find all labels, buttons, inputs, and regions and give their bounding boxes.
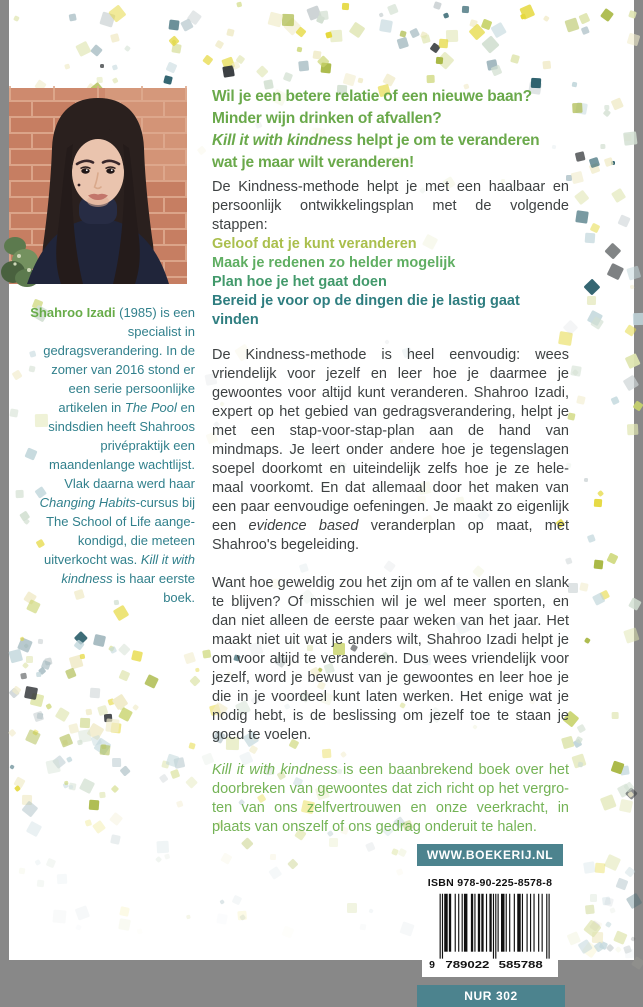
footer — [212, 844, 569, 1007]
confetti-square — [627, 33, 641, 47]
confetti-square — [630, 284, 635, 289]
confetti-square — [387, 4, 399, 16]
confetti-square — [299, 60, 310, 71]
confetti-square — [587, 295, 596, 304]
confetti-square — [119, 765, 131, 777]
confetti-square — [610, 97, 624, 111]
nur-badge: NUR 302 — [417, 985, 565, 1007]
confetti-square — [188, 743, 196, 751]
confetti-square — [490, 65, 502, 77]
confetti-square — [155, 856, 162, 863]
confetti-square — [112, 78, 118, 84]
confetti-square — [379, 19, 393, 33]
confetti-square — [163, 75, 173, 85]
confetti-square — [227, 29, 235, 37]
confetti-square — [144, 674, 159, 689]
step-line: Bereid je voor op de dingen die je lastig gaat vinden — [212, 293, 520, 328]
confetti-square — [632, 401, 643, 412]
confetti-square — [607, 552, 619, 564]
confetti-square — [584, 904, 594, 914]
confetti-square — [609, 907, 616, 914]
confetti-square — [595, 863, 606, 874]
confetti-square — [590, 894, 598, 902]
change-paragraph: Want hoe geweldig zou het zijn om af te vallen en slank te blijven? Of misschien wil je wel meer sporten, en dan niet alleen de eerste paar weken van het jaar. Het maakt niet uit wat je anders wilt, Shahroo Izadi helpt je om voor altijd te veranderen. Dus wees vriendelijk voor jezelf, word je bewust van je gewoontes en leer hoe je die in je voordeel kunt laten werken. Het enige wat je nodig hebt, is de beslissing om jezelf toe te staan je goed te voelen. — [212, 575, 569, 743]
confetti-square — [35, 672, 41, 678]
confetti-square — [439, 39, 449, 49]
confetti-square — [9, 764, 15, 770]
publisher-website-badge: WWW.BOEKERIJ.NL — [417, 844, 563, 866]
confetti-square — [64, 667, 76, 679]
confetti-square — [624, 866, 635, 877]
confetti-square — [256, 65, 268, 77]
confetti-square — [170, 769, 180, 779]
confetti-square — [379, 12, 385, 18]
confetti-square — [583, 861, 595, 873]
confetti-square — [80, 718, 91, 729]
isbn-barcode — [422, 875, 558, 977]
confetti-square — [606, 944, 615, 953]
confetti-square — [105, 718, 119, 732]
confetti-square — [600, 144, 606, 150]
confetti-square — [491, 22, 507, 38]
confetti-square — [53, 910, 67, 924]
confetti-square — [282, 14, 294, 26]
isbn-label: ISBN 978-90-225-8578-8 — [427, 877, 553, 889]
confetti-square — [594, 560, 604, 570]
confetti-square — [283, 72, 293, 82]
confetti-square — [604, 105, 609, 110]
confetti-square — [90, 44, 103, 57]
confetti-square — [604, 854, 621, 871]
confetti-square — [78, 729, 92, 743]
confetti-square — [421, 34, 431, 44]
confetti-square — [358, 78, 364, 84]
confetti-square — [76, 924, 83, 931]
confetti-square — [237, 2, 243, 8]
confetti-square — [565, 18, 580, 33]
confetti-square — [165, 853, 171, 859]
confetti-square — [112, 65, 119, 72]
confetti-square — [112, 758, 121, 767]
confetti-square — [9, 649, 23, 663]
headline-line: Wil je een betere relatie of een nieuwe baan? — [212, 88, 532, 105]
author-bio-text: Shahroo Izadi (1985) is een specialist in gedragsverandering. In de zomer van 2016 stond er een serie persoonlijke artikelen in The Pool en sindsdien heeft Shahroos privépraktijk een maandenlange wachtlijst. Vlak daarna werd haar Changing Habits-cursus bij The School of Life aangekondigd, die meteen uitverkocht was. Kill it with kindness is haar eerste boek. — [30, 305, 195, 605]
confetti-square — [20, 673, 27, 680]
confetti-square — [481, 36, 499, 54]
confetti-square — [626, 893, 643, 910]
confetti-square — [427, 75, 435, 83]
confetti-square — [119, 669, 130, 680]
confetti-square — [13, 15, 19, 21]
book-back-cover — [9, 0, 634, 1003]
confetti-square — [33, 710, 44, 721]
confetti-square — [443, 13, 449, 19]
confetti-square — [611, 188, 626, 203]
confetti-square — [92, 820, 106, 834]
confetti-square — [19, 867, 26, 874]
confetti-square — [584, 478, 588, 482]
confetti-square — [312, 50, 321, 59]
confetti-square — [8, 729, 17, 738]
confetti-square — [585, 233, 595, 243]
step-line: Maak je redenen zo helder mogelijk — [212, 255, 456, 271]
confetti-square — [119, 906, 130, 917]
confetti-square — [587, 534, 596, 543]
confetti-square — [59, 734, 73, 748]
confetti-square — [611, 396, 620, 405]
confetti-square — [600, 795, 616, 811]
confetti-square — [605, 242, 622, 259]
confetti-square — [137, 928, 144, 935]
confetti-square — [268, 12, 283, 27]
confetti-square — [111, 785, 119, 793]
confetti-square — [10, 409, 19, 418]
confetti-square — [628, 10, 637, 19]
confetti-square — [571, 171, 584, 184]
confetti-square — [626, 353, 641, 368]
confetti-square — [397, 37, 409, 49]
confetti-square — [583, 279, 600, 296]
confetti-square — [462, 6, 469, 13]
confetti-square — [576, 151, 586, 161]
step-line: Geloof dat je kunt veranderen — [212, 236, 417, 252]
confetti-square — [612, 712, 619, 719]
headline — [212, 86, 569, 174]
confetti-square — [543, 15, 549, 21]
confetti-square — [190, 675, 201, 686]
headline-line: Kill it with kindness helpt je om te veranderen — [212, 132, 540, 149]
intro-paragraph: De Kindness-methode helpt je met een haalbaar en persoonlijk ontwikkelingsplan met de volgende stappen: — [212, 179, 569, 233]
author-portrait-illustration — [9, 88, 187, 284]
confetti-square — [26, 656, 33, 663]
barcode-digits: 789022 — [445, 959, 490, 971]
confetti-square — [124, 45, 131, 52]
confetti-square — [196, 146, 206, 156]
confetti-square — [183, 651, 195, 663]
confetti-square — [185, 776, 198, 789]
confetti-square — [88, 799, 99, 810]
confetti-square — [109, 646, 117, 654]
confetti-square — [16, 490, 24, 498]
confetti-square — [110, 33, 120, 43]
confetti-square — [177, 801, 184, 808]
confetti-square — [590, 222, 601, 233]
confetti-square — [68, 784, 73, 789]
confetti-square — [576, 395, 585, 404]
barcode-digits: 9 — [429, 959, 435, 971]
confetti-square — [99, 745, 110, 756]
confetti-square — [410, 28, 420, 38]
confetti-square — [86, 708, 93, 715]
confetti-square — [597, 490, 604, 497]
confetti-square — [628, 598, 641, 611]
confetti-square — [169, 19, 180, 30]
headline-line: Minder wijn drinken of afvallen? — [212, 110, 442, 127]
author-bio — [27, 303, 195, 607]
confetti-square — [202, 55, 213, 66]
confetti-square — [12, 370, 23, 381]
confetti-square — [166, 61, 178, 73]
confetti-square — [581, 26, 590, 35]
confetti-square — [574, 190, 590, 206]
confetti-square — [118, 918, 131, 931]
confetti-square — [571, 82, 577, 88]
confetti-square — [618, 215, 632, 229]
confetti-square — [626, 424, 638, 436]
confetti-square — [616, 877, 629, 890]
confetti-square — [69, 13, 77, 21]
confetti-square — [45, 858, 55, 868]
confetti-square — [93, 634, 106, 647]
confetti-square — [194, 667, 199, 672]
confetti-square — [75, 41, 92, 58]
confetti-square — [79, 778, 95, 794]
method-paragraph: De Kindness-methode is heel eenvoudig: wees vriendelijk voor jezelf en leer hoe je daarmee je gewoontes voor altijd kunt veranderen. Shahroo Izadi, expert op het gebied van gedragsverandering, helpt je met een stap-voor-stap-plan aan de hand van mindmaps. Je leert onder andere hoe je tegenslagen soepel doorkomt en uiteindelijk zelfs hoe je ze helemaal voorkomt. En dat allemaal door het maken van een paar eenvoudige oefeningen. Je maakt zo eigenlijk een evidence based veranderplan op maat, met Shahroo's begeleiding. — [212, 347, 569, 553]
confetti-square — [606, 263, 623, 280]
barcode-bars — [428, 890, 552, 974]
confetti-square — [579, 582, 588, 591]
confetti-square — [349, 22, 366, 39]
confetti-square — [110, 834, 120, 844]
confetti-square — [45, 703, 52, 710]
confetti-square — [84, 819, 92, 827]
confetti-square — [572, 102, 583, 113]
confetti-square — [623, 131, 637, 145]
confetti-square — [202, 649, 211, 658]
confetti-square — [577, 723, 586, 732]
confetti-square — [34, 859, 41, 866]
confetti-square — [542, 61, 551, 70]
barcode-digits: 585788 — [498, 959, 543, 971]
confetti-square — [65, 63, 71, 69]
headline-line: wat je maar wilt veranderen! — [212, 154, 415, 171]
confetti-square — [433, 1, 442, 10]
confetti-square — [633, 313, 643, 325]
confetti-square — [623, 375, 639, 391]
confetti-square — [37, 880, 45, 888]
confetti-square — [605, 922, 612, 929]
step-line: Plan hoe je het gaat doen — [212, 274, 387, 290]
confetti-square — [510, 54, 520, 64]
closing-paragraph: Kill it with kindness is een baanbrekend boek over het doorbreken van gewoontes dat zich richt op het vergroten van ons zelfvertrouwen en onze veerkracht, in plaats van onszelf of ons gedrag onderuit te halen. — [212, 762, 569, 835]
confetti-square — [90, 688, 100, 698]
confetti-square — [600, 8, 614, 22]
confetti-square — [630, 936, 636, 942]
confetti-square — [594, 499, 603, 508]
author-photo — [9, 88, 187, 284]
confetti-square — [109, 812, 123, 826]
confetti-square — [614, 930, 628, 944]
confetti-square — [626, 265, 641, 280]
confetti-square — [99, 791, 106, 798]
confetti-square — [615, 946, 621, 952]
confetti-square — [79, 653, 85, 659]
confetti-square — [343, 73, 356, 86]
beauty-mark — [78, 184, 81, 187]
confetti-square — [132, 704, 139, 711]
steps-list — [212, 235, 569, 330]
confetti-square — [38, 638, 44, 644]
confetti-square — [215, 40, 224, 49]
confetti-square — [435, 56, 442, 63]
confetti-square — [131, 650, 143, 662]
confetti-square — [55, 707, 70, 722]
confetti-square — [159, 774, 169, 784]
confetti-square — [100, 64, 105, 69]
confetti-square — [584, 638, 590, 644]
confetti-square — [315, 15, 324, 24]
confetti-square — [342, 3, 350, 11]
confetti-square — [578, 13, 590, 25]
confetti-square — [618, 798, 633, 813]
confetti-square — [57, 873, 68, 884]
confetti-square — [186, 915, 191, 920]
back-cover-text — [212, 86, 569, 1007]
confetti-square — [118, 643, 130, 655]
confetti-square — [624, 324, 637, 337]
confetti-square — [568, 583, 578, 593]
confetti-square — [296, 46, 302, 52]
confetti-square — [26, 821, 42, 837]
confetti-square — [157, 841, 169, 853]
confetti-square — [623, 627, 639, 643]
confetti-square — [66, 756, 72, 762]
confetti-square — [74, 905, 90, 921]
confetti-square — [575, 210, 589, 224]
